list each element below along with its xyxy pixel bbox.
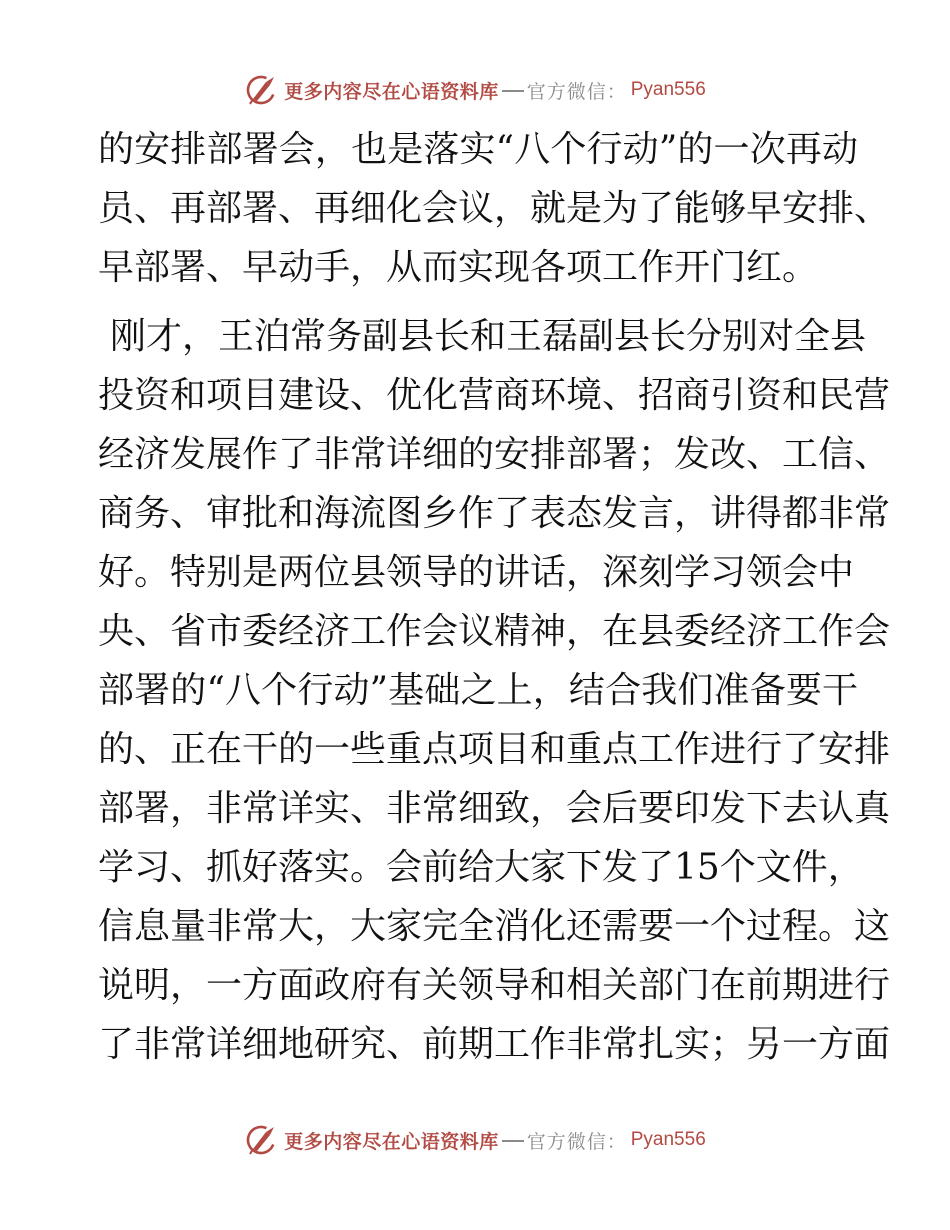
text-line: 部署的“八个行动”基础之上，结合我们准备要干	[98, 670, 858, 711]
text-line: 的、正在干的一些重点项目和重点工作进行了安排	[98, 729, 891, 770]
watermark-dash	[502, 90, 524, 92]
text-line: 说明，一方面政府有关领导和相关部门在前期进行	[98, 965, 891, 1006]
text-line: 员、再部署、再细化会议，就是为了能够早安排、	[98, 188, 891, 229]
text-line: 了非常详细地研究、前期工作非常扎实；另一方面	[98, 1024, 891, 1065]
text-line: 经济发展作了非常详细的安排部署；发改、工信、	[98, 434, 891, 475]
text-line: 部署，非常详实、非常细致，会后要印发下去认真	[98, 788, 891, 829]
text-line: 信息量非常大，大家完全消化还需要一个过程。这	[98, 906, 891, 947]
text-line: 投资和项目建设、优化营商环境、招商引资和民营	[98, 375, 891, 416]
text-line: 商务、审批和海流图乡作了表态发言，讲得都非常	[98, 493, 891, 534]
header-watermark	[0, 72, 950, 108]
watermark-account-id: Pyan556	[630, 79, 706, 100]
text-line: 好。特别是两位县领导的讲话，深刻学习领会中	[98, 552, 855, 593]
footer-watermark	[0, 1122, 950, 1158]
paragraph-1	[98, 120, 891, 297]
watermark-wechat-label: 官方微信：	[526, 1130, 627, 1153]
watermark-main-text: 更多内容尽在心语资料库	[284, 1130, 499, 1153]
watermark-account-id: Pyan556	[630, 1129, 706, 1150]
text-line: 刚才，王泊常务副县长和王磊副县长分别对全县	[110, 316, 867, 357]
paragraph-2	[98, 307, 891, 1074]
watermark-main-text: 更多内容尽在心语资料库	[284, 80, 499, 103]
text-line: 学习、抓好落实。会前给大家下发了15个文件，	[98, 847, 864, 888]
quill-logo-icon	[244, 1123, 278, 1157]
watermark-wechat-label: 官方微信：	[526, 80, 627, 103]
text-line: 的安排部署会，也是落实“八个行动”的一次再动	[98, 129, 858, 170]
document-body	[98, 120, 891, 1074]
text-line: 央、省市委经济工作会议精神，在县委经济工作会	[98, 611, 891, 652]
quill-logo-icon	[244, 73, 278, 107]
text-line: 早部署、早动手，从而实现各项工作开门红。	[98, 247, 819, 288]
watermark-dash	[502, 1140, 524, 1142]
